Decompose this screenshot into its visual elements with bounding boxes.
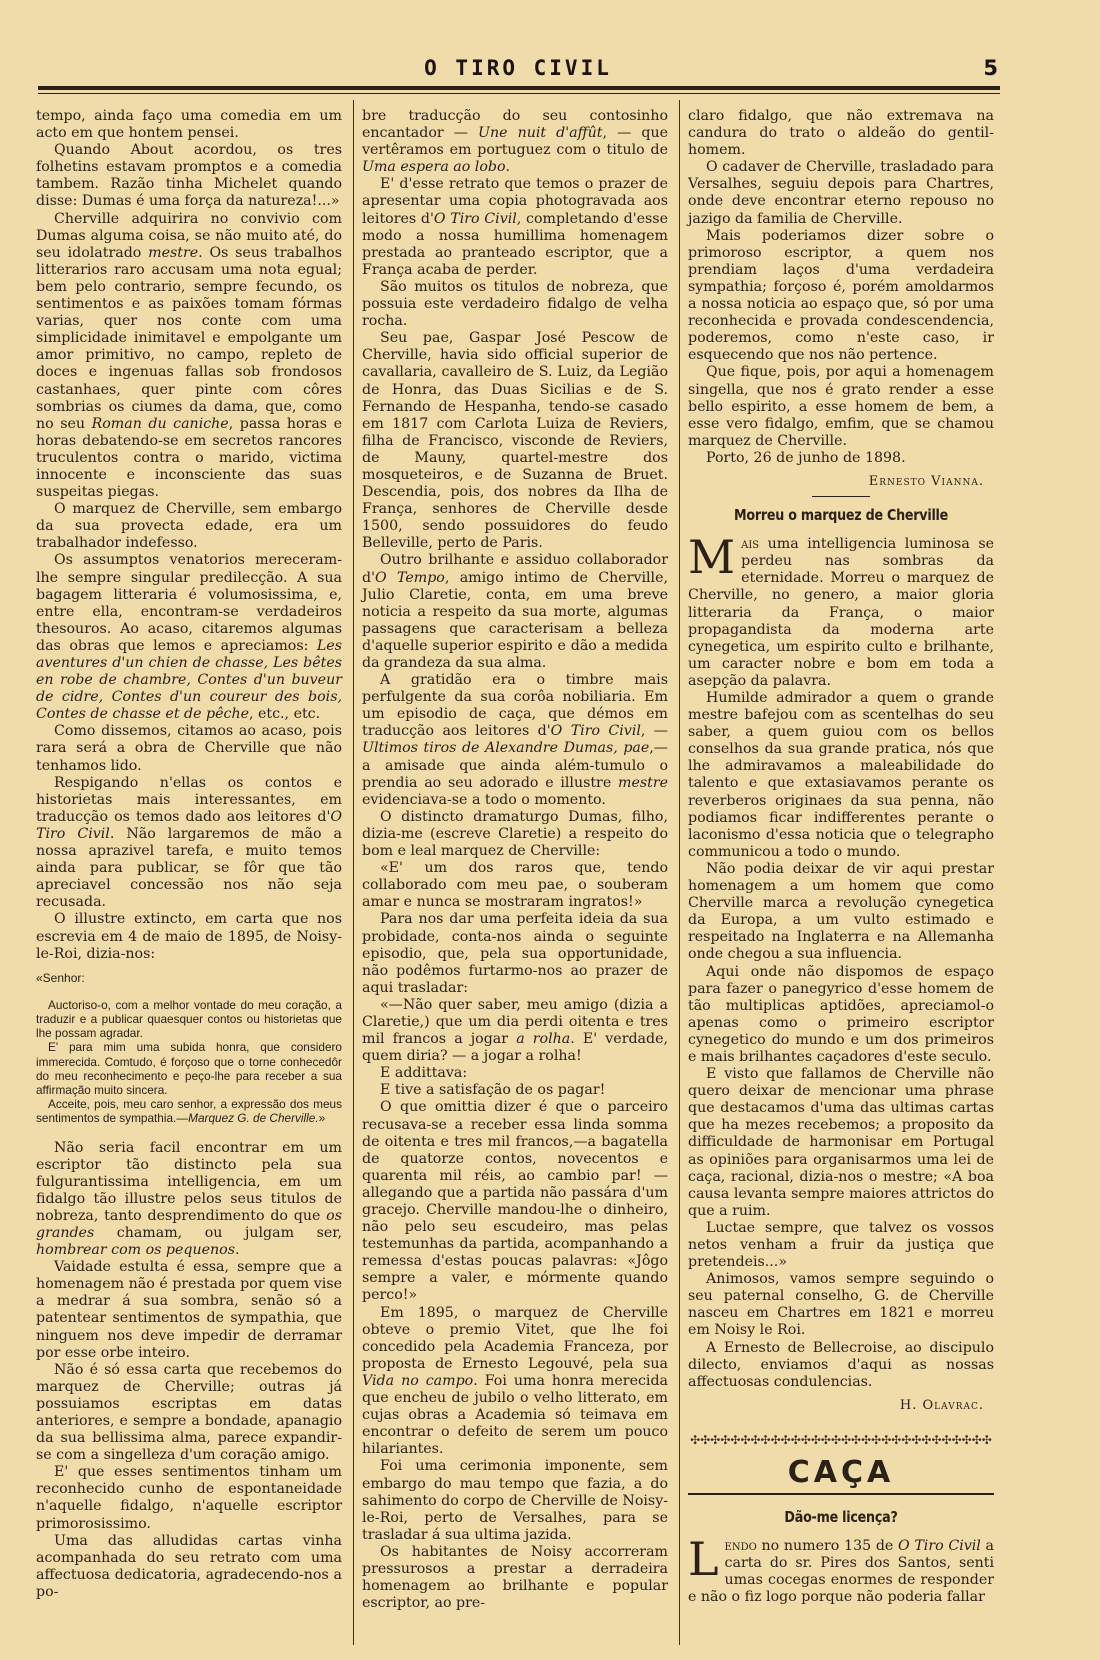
paragraph: Para nos dar uma perfeita ideia da sua probidade, conta-nos ainda o seguinte episodio, que, pela sua opportunidade, não podêmos furtarmo-nos ao prazer de aqui trasladar: (362, 911, 668, 996)
paragraph: Mais poderiamos dizer sobre o primoroso escriptor, a quem nos prendiam laços d'uma verdadeira sympathia; forçoso é, porém amoldarmos a nossa noticia ao espaço que, só por uma reconhecida e provada condescendencia, poderemos, como n'este caso, ir esquecendo que nos não pertence. (688, 227, 994, 364)
letter-paragraph: Auctoriso-o, com a melhor vontade do meu coração, a traduzir e a publicar quaesquer contos ou historietas que lhe possam agradar. (36, 997, 342, 1041)
paragraph: Não é só essa carta que recebemos do marquez de Cherville; outras já possuiamos escriptas em datas anteriores, e sempre a bondade, apanagio da sua bellissima alma, parece expandir-se com a singelleza d'um coração amigo. (36, 1361, 342, 1464)
page-header (38, 56, 998, 86)
article-title-licenca: Dão-me licença? (784, 1508, 898, 1527)
paragraph: Luctae sempre, que talvez os vossos netos venham a fruir da justiça que pretendeis...» (688, 1219, 994, 1271)
column-divider-2 (679, 100, 680, 1645)
column-3 (688, 108, 994, 1607)
caca-rule (688, 1493, 994, 1495)
dateline: Porto, 26 de junho de 1898. (706, 449, 906, 466)
paragraph: E tive a satisfação de os pagar! (380, 1082, 606, 1099)
paragraph: Outro brilhante e assiduo collaborador d'O Tempo, amigo intimo de Cherville, Julio Claretie, conta, em uma breve noticia a respeito da sua morte, algumas passagens que caracterisam a belleza d'aquelle superior espirito e dão a medida da grandeza da sua alma. (362, 552, 668, 671)
paragraph: Animosos, vamos sempre seguindo o seu paternal conselho, G. de Cherville nasceu em Chartres em 1821 e morreu em Noisy le Roi. (688, 1271, 994, 1339)
paragraph: Foi uma cerimonia imponente, sem embargo do mau tempo que fazia, a do sahimento do corpo de Cherville de Noisy-le-Roi, perto de Versalhes, para se trasladar á sua ultima jazida. (362, 1458, 668, 1543)
paragraph: Humilde admirador a quem o grande mestre bafejou com as scentelhas do seu saber, a quem guiou com os bellos conselhos da sua grande pratica, nós que lhe admiravamos a maleabilidade do talento e que extasiavamos perante os reverberos originaes da sua penna, não podiamos ficar indifferentes perante o laconismo d'essa noticia que o telegrapho communicou a todo o mundo. (688, 690, 994, 860)
paragraph: Aqui onde não dispomos de espaço para fazer o panegyrico d'esse homem de tão multiplicas aptidões, apreciamol-o apenas como o primeiro escriptor cynegetico do mundo e um dos primeiros e mais brilhantes caçadores d'este seculo. (688, 963, 994, 1065)
signature-olavrac: H. Olavrac. (899, 1397, 984, 1413)
column-1 (36, 108, 342, 1601)
paragraph: O marquez de Cherville, sem embargo da sua provecta edade, era um trabalhador indefesso. (36, 501, 342, 552)
paragraph: Não seria facil encontrar em um escriptor tão distincto pela sua fulgurantissima intelligencia, em um fidalgo tão illustre pelos seus titulos de nobreza, tanto desprendimento do que os grandes chamam, ou julgam ser, hombrear com os pequenos. (36, 1139, 342, 1259)
paragraph: E addittava: (380, 1065, 468, 1082)
paragraph: bre traducção do seu contosinho encantador — Une nuit d'affût, — que vertêramos em portuguez com o titulo de Uma espera ao lobo. (362, 108, 668, 176)
section-title-cherville: Morreu o marquez de Cherville (733, 506, 949, 525)
paragraph: Cherville adquirira no convivio com Dumas alguma coisa, se não muito até, do seu idolatrado mestre. Os seus trabalhos litterarios raro accusam uma nota egual; bem pelo contrario, sempre fecundo, os sentimentos e as paixões tomam fórmas varias, quer nos conte com uma simplicidade inimitavel e empolgante um amor primitivo, no campo, repleto de doces e ingenuas fallas sob frondosos castanhaes, quer pinte com côres sombrias os ciumes da dama, que, como no seu Roman du caniche, passa horas e horas debatendo-se em secretos rancores truculentos contra o marido, victima innocente e inconsciente das suas suspeitas piegas. (36, 210, 343, 501)
paragraph: tempo, ainda faço uma comedia em um acto em que hontem pensei. (36, 108, 342, 142)
quoted-letter (36, 998, 342, 1126)
paragraph-dropcap: Mais uma intelligencia luminosa se perdeu nas sombras da eternidade. Morreu o marquez de Cherville, no genero, a maior gloria litteraria da França, o maior propagandista da moderna arte cynegetica, um espirito culto e brilhante, um caracter nobre e bom em toda a asepção da palavra. (688, 530, 994, 689)
paragraph: Vaidade estulta é essa, sempre que a homenagem não é prestada por quem vise a medrar á sua sombra, senão só a patentear sentimentos de sympathia, que ninguem nos deve impedir de derramar por esse orbe inteiro. (36, 1259, 342, 1361)
paragraph: Uma das alludidas cartas vinha acompanhada do seu retrato com uma affectuosa dedicatoria, agradecendo-nos a po- (36, 1532, 342, 1600)
signature-ernesto-vianna: Ernesto Vianna. (868, 473, 984, 489)
header-rule-thin (38, 93, 1000, 94)
paragraph: O distincto dramaturgo Dumas, filho, dizia-me (escreve Claretie) a respeito do bom e leal marquez de Cherville: (362, 808, 668, 860)
column-2 (362, 108, 668, 1612)
paragraph: A gratidão era o timbre mais perfulgente da sua corôa nobiliaria. Em um episodio de caça, que démos em traducção aos leitores d'O Tiro Civil, — Ultimos tiros de Alexandre Dumas, pae,—a amisade que ainda além-tumulo o prendia ao seu adorado e illustre mestre evidenciava-se a todo o momento. (362, 672, 668, 808)
drop-cap-l: L (688, 1532, 719, 1587)
letter-salutation: «Senhor: (36, 970, 85, 985)
paragraph: «—Não quer saber, meu amigo (dizia a Claretie,) que um dia perdi oitenta e tres mil francos a jogar a rolha. E' verdade, quem diria? — a jogar a rolha! (362, 996, 669, 1065)
paragraph: O cadaver de Cherville, trasladado para Versalhes, seguiu depois para Chartres, onde deve encontrar eterno repouso no jazigo da familia de Cherville. (688, 159, 994, 227)
paragraph: Quando About acordou, os tres folhetins estavam promptos e a comedia tambem. Razão tinha Michelet quando disse: Dumas é uma força da natureza!...» (36, 142, 342, 210)
paragraph: São muitos os titulos de nobreza, que possuia este verdadeiro fidalgo de velha rocha. (362, 278, 668, 330)
letter-paragraph: E' para mim uma subida honra, que considero immerecida. Comtudo, é forçoso que o torne conhecedôr do meu reconhecimento e peço-lhe para receber a sua affirmação muito sincera. (36, 1040, 342, 1097)
paragraph: Em 1895, o marquez de Cherville obteve o premio Vitet, que lhe foi concedido pela Academia Franceza, por proposta de Ernesto Legouvé, pela sua Vida no campo. Foi uma honra merecida que encheu de jubilo o velho litterato, em cujas obras a Academia só teimava em encontrar o defeito de serem um pouco hilariantes. (362, 1304, 668, 1458)
paragraph: claro fidalgo, que não extremava na candura do trato o aldeão do gentil-homem. (688, 108, 994, 159)
drop-cap-m: M (688, 530, 736, 585)
paragraph: E visto que fallamos de Cherville não quero deixar de mencionar uma phrase que destacamos d'uma das ultimas cartas que ha mezes recebemos; a proposito da difficuldade de harmonisar em Portugal as opiniões para organisarmos uma lei de caça, racional, dizia-nos o mestre; «A boa causa levanta sempre maiores attrictos do que a ruim. (688, 1066, 994, 1219)
paragraph: A Ernesto de Bellecroise, ao discipulo dilecto, enviamos d'aqui as nossas affectuosas condulencias. (688, 1339, 994, 1390)
paragraph: Seu pae, Gaspar José Pescow de Cherville, havia sido official superior de cavallaria, cavalleiro de S. Luiz, da Legião de Honra, das Duas Sicilias e de S. Fernando de Hespanha, tendo-se casado em 1817 com Carlota Luiza de Reviers, filha de Francisco, visconde de Reviers, de Mauny, quartel-mestre dos mosqueteiros, e de Suzanna de Bruet. Descendia, pois, dos nobres da Ilha de França, senhores de Cherville desde 1500, sendo possuidores do feudo Belleville, perto de Paris. (362, 330, 668, 552)
ornamental-border: ✣✣✣✣✣✣✣✣✣✣✣✣✣✣✣✣✣✣✣✣✣✣✣✣✣✣✣✣✣✣ (690, 1433, 992, 1446)
paragraph: O que omittia dizer é que o parceiro recusava-se a receber essa linda somma de oitenta e tres mil francos,—a bagatella de quatorze contos, novecentos e quarenta mil réis, ao cambio par! — allegando que a partida não passára d'um gracejo. Cherville mandou-lhe o dinheiro, não pelo seu escudeiro, mas pelas testemunhas da partida, acompanhando a remessa d'estas poucas palavras: «Jôgo sempre a valer, e mórmente quando perco!» (362, 1099, 668, 1304)
paragraph: Como dissemos, citamos ao acaso, pois rara será a obra de Cherville que não tenhamos lido. (36, 723, 342, 774)
paragraph: Respigando n'ellas os contos e historietas mais interessantes, em traducção os temos dado aos leitores d'O Tiro Civil. Não largaremos de mão a nossa aprazivel tarefa, e muito temos ainda para publicar, se fôr que tão apreciavel concessão nos não seja recusada. (36, 774, 342, 911)
header-rule-thick (38, 86, 1000, 90)
paragraph: E' que esses sentimentos tinham um reconhecido cunho de espontaneidade n'aquelle fidalgo, n'aquelle escriptor primorosissimo. (36, 1464, 342, 1532)
page-number: 5 (983, 56, 998, 80)
paragraph: Os assumptos venatorios mereceram-lhe sempre singular predilecção. A sua bagagem litteraria é volumosissima, e, entre ella, encontram-se verdadeiros thesouros. Ao acaso, citaremos algumas das obras que lemos e apreciamos: Les aventures d'un chien de chasse, Les bêtes en robe de chambre, Contes d'un buveur de cidre, Contes d'un coureur des bois, Contes de chasse et de pêche, etc., etc. (36, 552, 342, 723)
paragraph: «E' um dos raros que, tendo collaborado com meu pae, o souberam amar e nunca se mostraram ingratos!» (362, 860, 668, 911)
paragraph: O illustre extincto, em carta que nos escrevia em 4 de maio de 1895, de Noisy-le-Roi, dizia-nos: (36, 911, 342, 962)
paragraph: E' d'esse retrato que temos o prazer de apresentar uma copia photogravada aos leitores d'O Tiro Civil, completando d'esse modo a nossa humillima homenagem prestada ao pranteado escriptor, que a França acaba de perder. (362, 176, 668, 278)
column-divider-1 (353, 100, 354, 1645)
section-title-caca: CAÇA (787, 1454, 895, 1490)
paragraph-dropcap: Lendo no numero 135 de O Tiro Civil a carta do sr. Pires dos Santos, senti umas cocegas enormes de responder e não o fiz logo porque não poderia fallar (688, 1532, 995, 1606)
newspaper-title: O TIRO CIVIL (424, 56, 612, 80)
paragraph: Os habitantes de Noisy accorreram pressurosos a prestar a derradeira homenagem ao brilhante e popular escriptor, ao pre- (362, 1543, 668, 1612)
letter-paragraph: Acceite, pois, meu caro senhor, a expressão dos meus sentimentos de sympathia.—Marquez G. de Cherville.» (36, 1097, 342, 1126)
paragraph: Que fique, pois, por aqui a homenagem singella, que nos é grato render a esse bello espirito, a esse homem de bem, a esse vero fidalgo, emfim, que se chamou marquez de Cherville. (688, 364, 994, 449)
section-rule (812, 496, 870, 497)
paragraph: Não podia deixar de vir aqui prestar homenagem a um homem que como Cherville marca a revolução cynegetica da Europa, a um vulto estimado e respeitado na Inglaterra e na Allemanha onde chegou a sua influencia. (688, 860, 994, 963)
